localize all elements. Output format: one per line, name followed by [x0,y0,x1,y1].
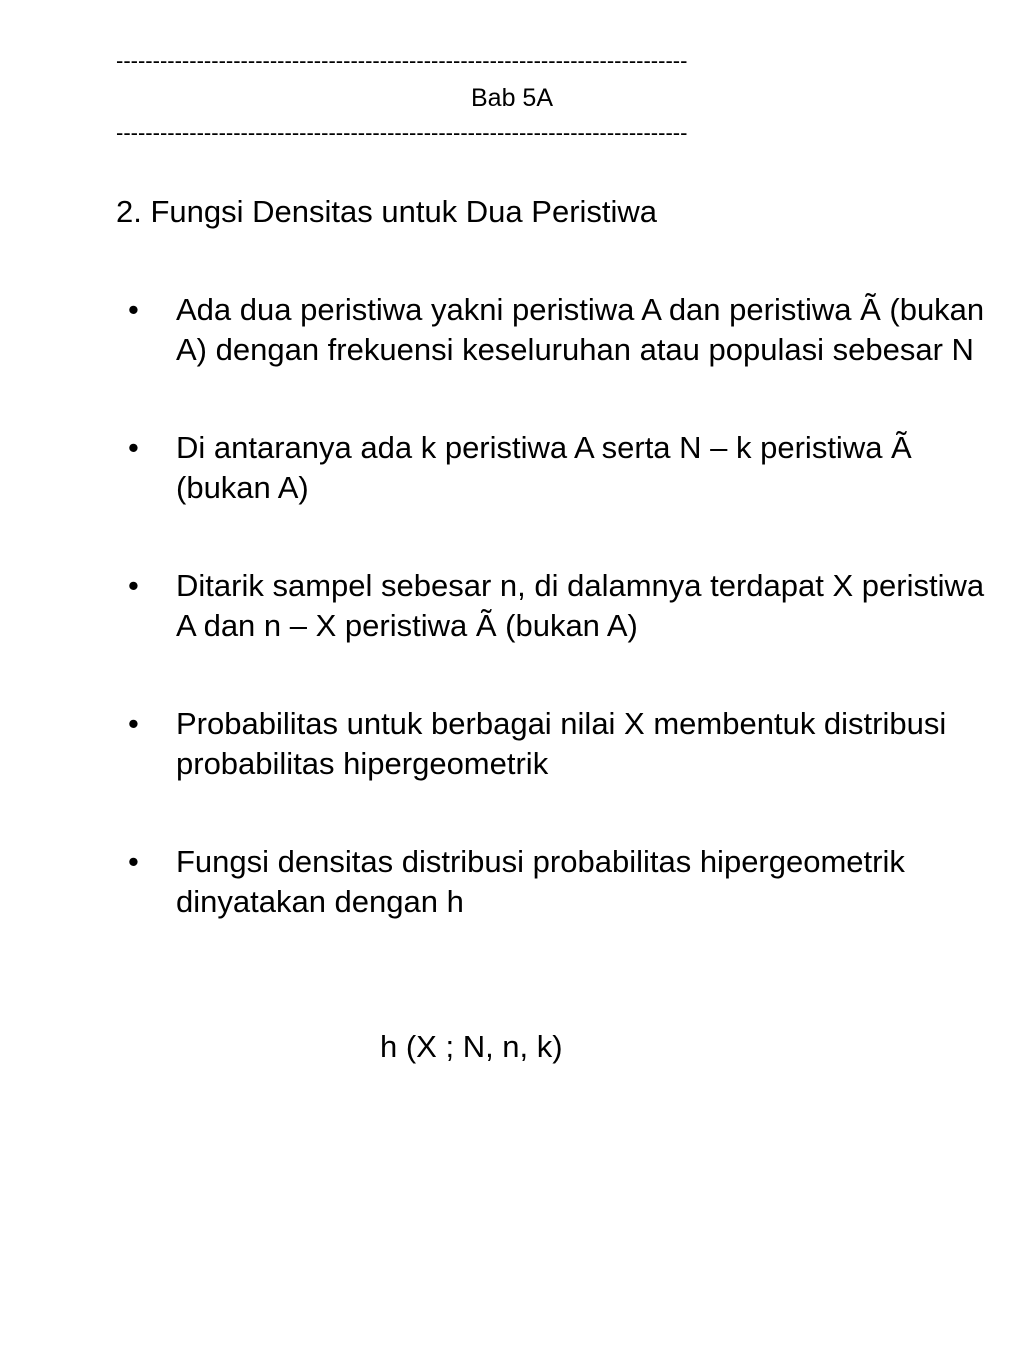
bullet-text: Ditarik sampel sebesar n, di dalamnya terdapat X peristiwa A dan n – X peristiwa Ã (bukan A) [176,568,985,643]
bullet-list [128,290,988,980]
bullet-icon: • [128,844,139,879]
bullet-item [128,428,988,508]
section-heading: 2. Fungsi Densitas untuk Dua Peristiwa [116,194,658,229]
bullet-icon: • [128,430,139,465]
bullet-text: Probabilitas untuk berbagai nilai X membentuk distribusi probabilitas hipergeometrik [176,706,947,781]
bullet-text: Di antaranya ada k peristiwa A serta N – k peristiwa Ã (bukan A) [176,430,912,505]
bullet-icon: • [128,292,139,327]
bullet-item [128,290,988,370]
bullet-text: Ada dua peristiwa yakni peristiwa A dan peristiwa Ã (bukan A) dengan frekuensi keseluruhan atau populasi sebesar N [176,292,985,367]
bullet-item [128,566,988,646]
bullet-item [128,704,988,784]
bullet-icon: • [128,568,139,603]
bullet-icon: • [128,706,139,741]
bullet-item [128,842,988,922]
chapter-label: Bab 5A [470,84,553,112]
formula: h (X ; N, n, k) [380,1029,563,1064]
separator-bottom: ------------------------------------------------------------------------------ [116,120,688,145]
separator-top: ------------------------------------------------------------------------------ [116,48,688,73]
bullet-text: Fungsi densitas distribusi probabilitas hipergeometrik dinyatakan dengan h [176,844,905,919]
